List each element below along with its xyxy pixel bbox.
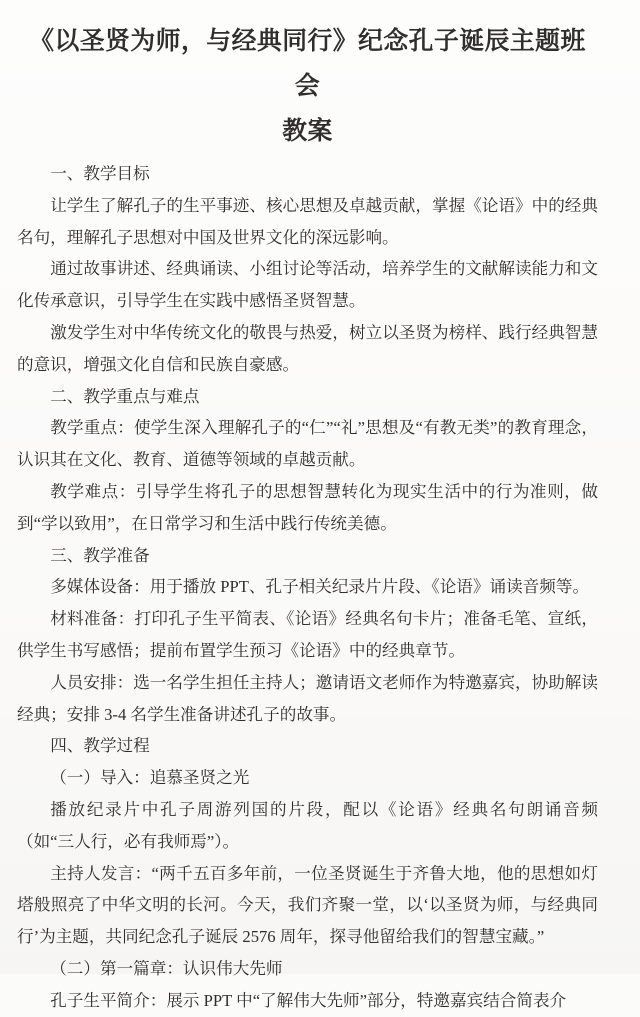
paragraph: 孔子生平简介：展示 PPT 中“了解伟大先师”部分，特邀嘉宾结合简表介 — [50, 990, 567, 1010]
section-heading: 一、教学目标 — [50, 164, 150, 183]
section-heading: 三、教学准备 — [50, 545, 150, 565]
paragraph: 材料准备：打印孔子生平简表、《论语》经典名句卡片；准备毛笔、宣纸，供学生书写感悟；提前布置学生预习《论语》中的经典章节。 — [17, 609, 598, 660]
paragraph: 让学生了解孔子的生平事迹、核心思想及卓越贡献，掌握《论语》中的经典名句，理解孔子思想对中国及世界文化的深远影响。 — [17, 195, 598, 247]
document-title-line-2: 教案 — [282, 118, 333, 145]
document-body — [17, 158, 598, 1017]
paragraph: 播放纪录片中孔子周游列国的片段，配以《论语》经典名句朗诵音频（如“三人行，必有我师焉”）。 — [17, 799, 598, 851]
section-heading: 二、教学重点与难点 — [50, 386, 200, 406]
section-heading: 四、教学过程 — [50, 736, 150, 756]
paragraph: 主持人发言：“两千五百多年前，一位圣贤诞生于齐鲁大地，他的思想如灯塔般照亮了中华文明的长河。今天，我们齐聚一堂，以‘以圣贤为师，与经典同行’为主题，共同纪念孔子诞辰 2576 周年，探寻他留给我们的智慧宝藏。” — [17, 863, 598, 947]
paragraph: 多媒体设备：用于播放 PPT、孔子相关纪录片片段、《论语》诵读音频等。 — [50, 577, 590, 597]
paragraph: 教学难点：引导学生将孔子的思想智慧转化为现实生活中的行为准则，做到“学以致用”，在日常学习和生活中践行传统美德。 — [17, 481, 598, 533]
paragraph: 通过故事讲述、经典诵读、小组讨论等活动，培养学生的文献解读能力和文化传承意识，引导学生在实践中感悟圣贤智慧。 — [17, 259, 598, 311]
document-title — [17, 19, 598, 154]
sub-heading: （二）第一篇章：认识伟大先师 — [50, 958, 283, 978]
paragraph: 激发学生对中华传统文化的敬畏与热爱，树立以圣贤为榜样、践行经典智慧的意识，增强文化自信和民族自豪感。 — [17, 322, 598, 374]
paragraph: 教学重点：使学生深入理解孔子的“仁”“礼”思想及“有教无类”的教育理念，认识其在文化、教育、道德等领域的卓越贡献。 — [17, 418, 598, 470]
document-title-line-1: 《以圣贤为师，与经典同行》纪念孔子诞辰主题班会 — [29, 28, 586, 100]
sub-heading: （一）导入：追慕圣贤之光 — [50, 768, 250, 788]
paragraph: 人员安排：选一名学生担任主持人；邀请语文老师作为特邀嘉宾，协助解读经典；安排 3-4 名学生准备讲述孔子的故事。 — [17, 672, 598, 724]
